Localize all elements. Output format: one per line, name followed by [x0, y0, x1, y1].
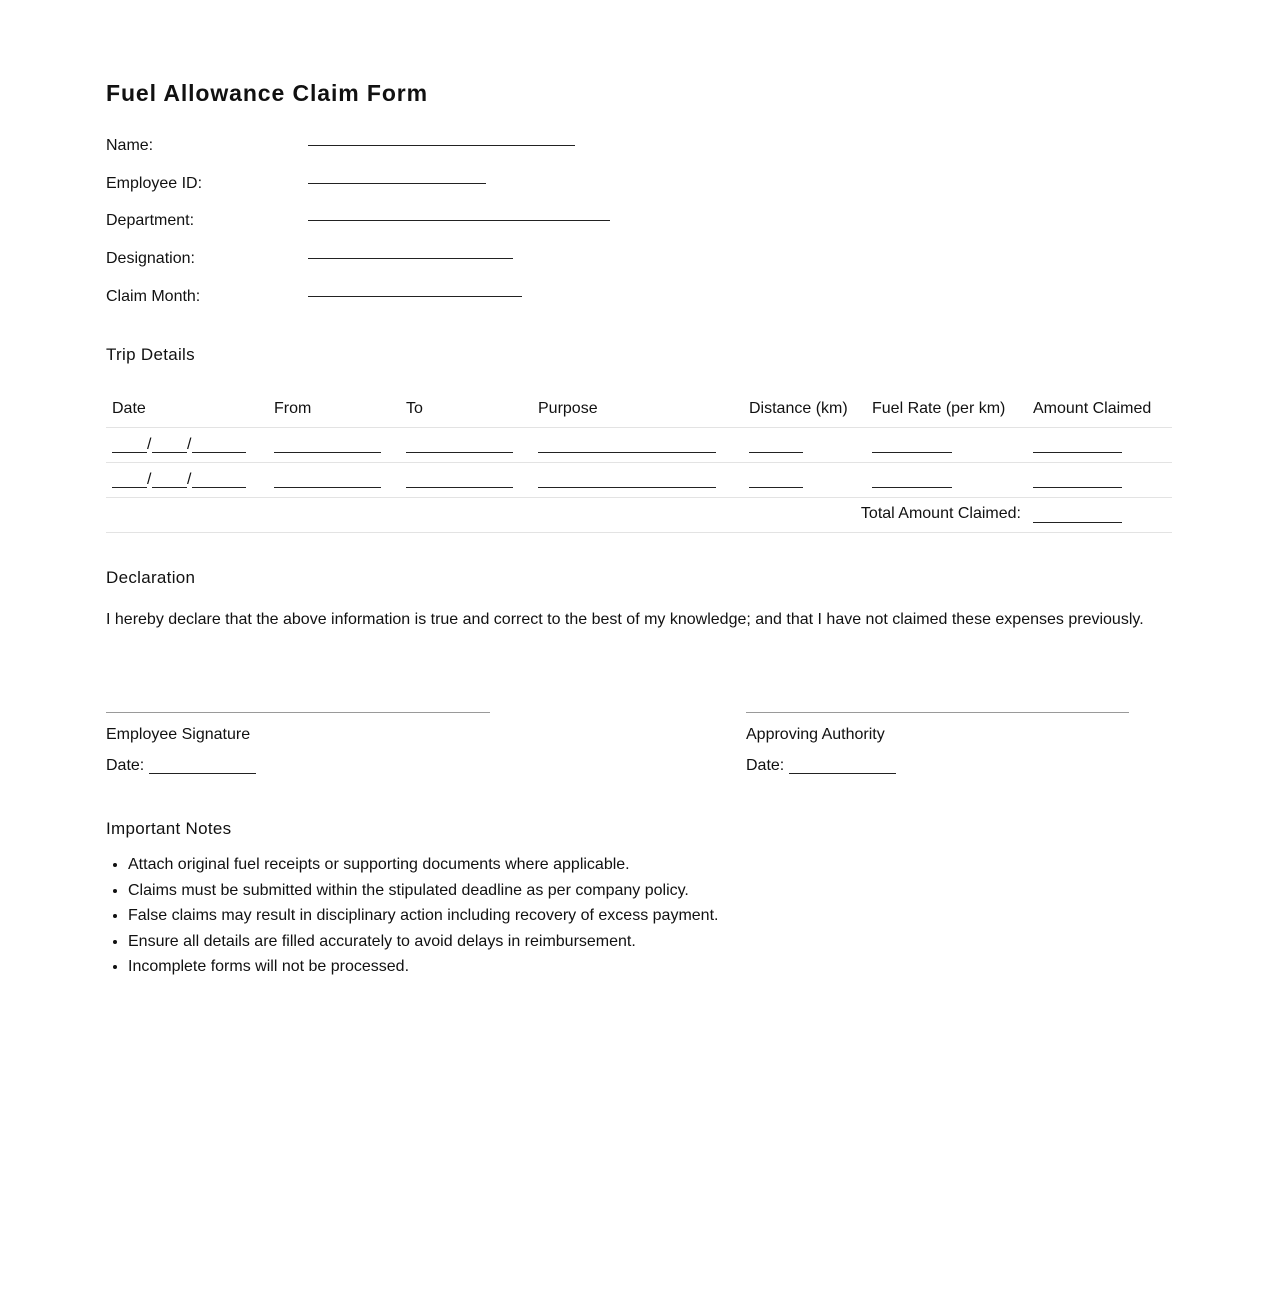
date-month-blank[interactable] [152, 487, 187, 488]
employee-id-label: Employee ID: [106, 175, 203, 192]
col-amount: Amount Claimed [1033, 400, 1152, 417]
employee-signature-label: Employee Signature [106, 726, 251, 743]
name-label: Name: [106, 137, 154, 154]
department-input-line[interactable] [308, 220, 610, 221]
date-separator: / [147, 436, 152, 453]
declaration-heading: Declaration [106, 568, 196, 587]
name-field [106, 137, 806, 161]
designation-label: Designation: [106, 250, 195, 267]
claim-month-input-line[interactable] [308, 296, 522, 297]
col-distance: Distance (km) [749, 400, 848, 417]
date-separator: / [187, 471, 192, 488]
form-title: Fuel Allowance Claim Form [106, 80, 428, 106]
col-fuel-rate: Fuel Rate (per km) [872, 400, 1006, 417]
table-divider [106, 462, 1172, 463]
approver-date-label: Date: [746, 757, 785, 774]
notes-heading: Important Notes [106, 819, 232, 838]
employee-date-blank[interactable] [149, 773, 256, 774]
designation-field [106, 250, 806, 274]
col-from: From [274, 400, 312, 417]
fuel-rate-blank[interactable] [872, 487, 952, 488]
to-blank[interactable] [406, 487, 513, 488]
purpose-blank[interactable] [538, 487, 716, 488]
total-amount-label: Total Amount Claimed: [860, 505, 1021, 522]
date-day-blank[interactable] [112, 487, 147, 488]
declaration-text: I hereby declare that the above information is true and correct to the best of my knowledge; and that I have not claimed these expenses previously. [106, 611, 1144, 628]
col-date: Date [112, 400, 146, 417]
fuel-rate-blank[interactable] [872, 452, 952, 453]
date-separator: / [187, 436, 192, 453]
total-amount-blank[interactable] [1033, 522, 1122, 523]
distance-blank[interactable] [749, 452, 803, 453]
col-purpose: Purpose [538, 400, 598, 417]
approver-signature-label: Approving Authority [746, 726, 885, 743]
table-divider [106, 532, 1172, 533]
date-separator: / [147, 471, 152, 488]
list-item: • Attach original fuel receipts or supporting documents where applicable. [128, 852, 718, 878]
approver-signature-line[interactable] [746, 712, 1129, 713]
from-blank[interactable] [274, 452, 381, 453]
amount-blank[interactable] [1033, 452, 1122, 453]
date-year-blank[interactable] [192, 487, 246, 488]
amount-blank[interactable] [1033, 487, 1122, 488]
claim-month-label: Claim Month: [106, 288, 201, 305]
claim-month-field [106, 288, 806, 312]
date-year-blank[interactable] [192, 452, 246, 453]
name-input-line[interactable] [308, 145, 575, 146]
distance-blank[interactable] [749, 487, 803, 488]
department-field [106, 212, 806, 236]
employee-signature-line[interactable] [106, 712, 490, 713]
trip-details-heading: Trip Details [106, 345, 195, 364]
list-item: • Ensure all details are filled accurately to avoid delays in reimbursement. [128, 929, 718, 955]
table-divider [106, 427, 1172, 428]
employee-id-field [106, 175, 806, 199]
approver-date-blank[interactable] [789, 773, 896, 774]
department-label: Department: [106, 212, 195, 229]
purpose-blank[interactable] [538, 452, 716, 453]
date-month-blank[interactable] [152, 452, 187, 453]
employee-date-label: Date: [106, 757, 145, 774]
list-item: • Claims must be submitted within the stipulated deadline as per company policy. [128, 878, 718, 904]
date-day-blank[interactable] [112, 452, 147, 453]
employee-id-input-line[interactable] [308, 183, 486, 184]
list-item: • False claims may result in disciplinary action including recovery of excess payment. [128, 903, 718, 929]
table-divider [106, 497, 1172, 498]
from-blank[interactable] [274, 487, 381, 488]
to-blank[interactable] [406, 452, 513, 453]
col-to: To [406, 400, 423, 417]
list-item: • Incomplete forms will not be processed. [128, 954, 718, 980]
designation-input-line[interactable] [308, 258, 513, 259]
notes-list [106, 852, 718, 980]
